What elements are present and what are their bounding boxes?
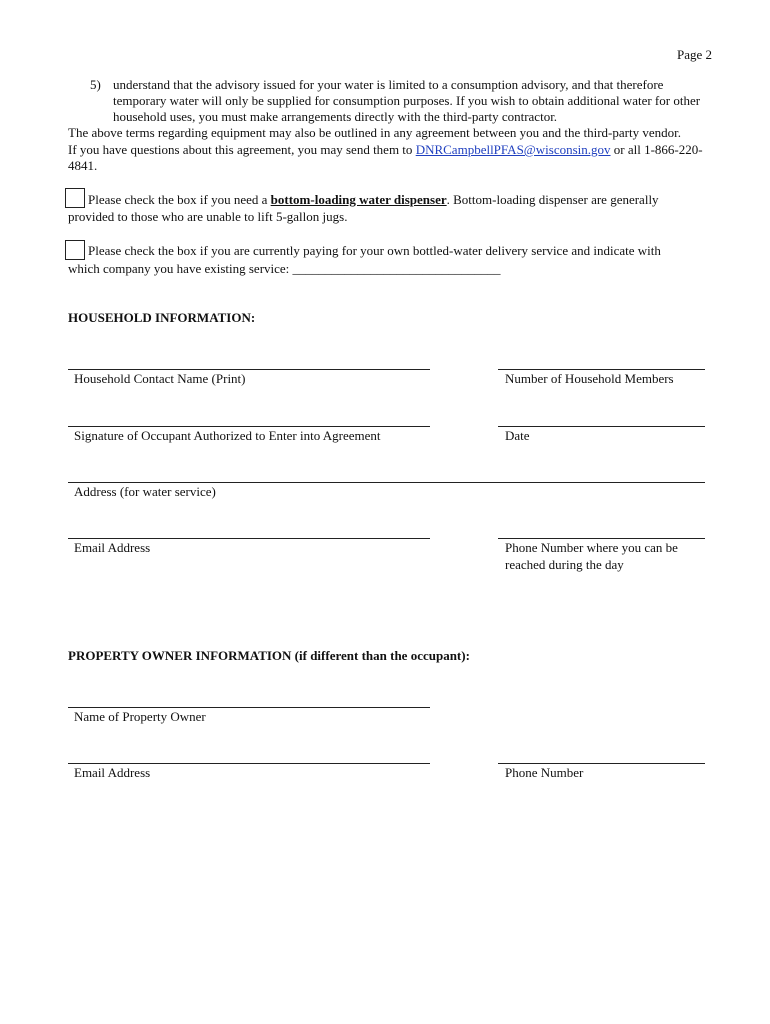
members-label: Number of Household Members	[505, 371, 674, 386]
contact-name-label: Household Contact Name (Print)	[74, 371, 246, 386]
dispenser-text-emphasis: bottom-loading water dispenser	[270, 192, 447, 207]
contact-name-line[interactable]	[68, 369, 430, 370]
owner-name-line[interactable]	[68, 707, 430, 708]
existing-service-text-line2[interactable]: which company you have existing service: ________________________________	[68, 261, 501, 276]
page-number: Page 2	[677, 47, 713, 62]
list-item-number: 5)	[90, 77, 101, 92]
existing-service-text: Please check the box if you are currently paying for your own bottled-water delivery service and indicate with	[88, 243, 661, 258]
existing-service-checkbox[interactable]	[65, 240, 85, 260]
address-label: Address (for water service)	[74, 484, 216, 499]
contact-email-link[interactable]: DNRCampbellPFAS@wisconsin.gov	[415, 142, 611, 157]
questions-suffix: or all 1-866-220-4841.	[68, 142, 703, 173]
date-label: Date	[505, 428, 530, 443]
signature-label: Signature of Occupant Authorized to Enter into Agreement	[74, 428, 381, 443]
property-owner-heading: PROPERTY OWNER INFORMATION (if different than the occupant):	[68, 648, 470, 663]
dispenser-checkbox-text-line2: provided to those who are unable to lift 5-gallon jugs.	[68, 209, 348, 224]
list-item-text: understand that the advisory issued for your water is limited to a consumption advisory, and that therefore temporary water will only be supplied for consumption purposes. If you wish to obtain additional water for other household uses, you must make arrangements directly with the third-party contractor.	[113, 77, 701, 124]
household-heading: HOUSEHOLD INFORMATION:	[68, 310, 256, 325]
members-line[interactable]	[498, 369, 705, 370]
dispenser-checkbox-text	[88, 192, 728, 208]
owner-name-label: Name of Property Owner	[74, 709, 206, 724]
date-line[interactable]	[498, 426, 705, 427]
owner-phone-line[interactable]	[498, 763, 705, 764]
questions-prefix: If you have questions about this agreement, you may send them to	[68, 142, 416, 157]
owner-email-label: Email Address	[74, 765, 151, 780]
bottom-loading-dispenser-checkbox[interactable]	[65, 188, 85, 208]
owner-phone-label: Phone Number	[505, 765, 584, 780]
signature-line[interactable]	[68, 426, 430, 427]
owner-email-line[interactable]	[68, 763, 430, 764]
household-phone-line[interactable]	[498, 538, 705, 539]
terms-paragraph: The above terms regarding equipment may also be outlined in any agreement between you and the third-party vendor.	[68, 125, 681, 140]
dispenser-text-suffix: . Bottom-loading dispenser are generally	[446, 192, 659, 207]
address-line[interactable]	[68, 482, 705, 483]
household-phone-label: Phone Number where you can be	[505, 540, 678, 555]
household-phone-label-line2: reached during the day	[505, 557, 624, 572]
household-email-line[interactable]	[68, 538, 430, 539]
household-email-label: Email Address	[74, 540, 151, 555]
dispenser-text-prefix: Please check the box if you need a	[88, 192, 271, 207]
questions-paragraph	[68, 142, 728, 174]
